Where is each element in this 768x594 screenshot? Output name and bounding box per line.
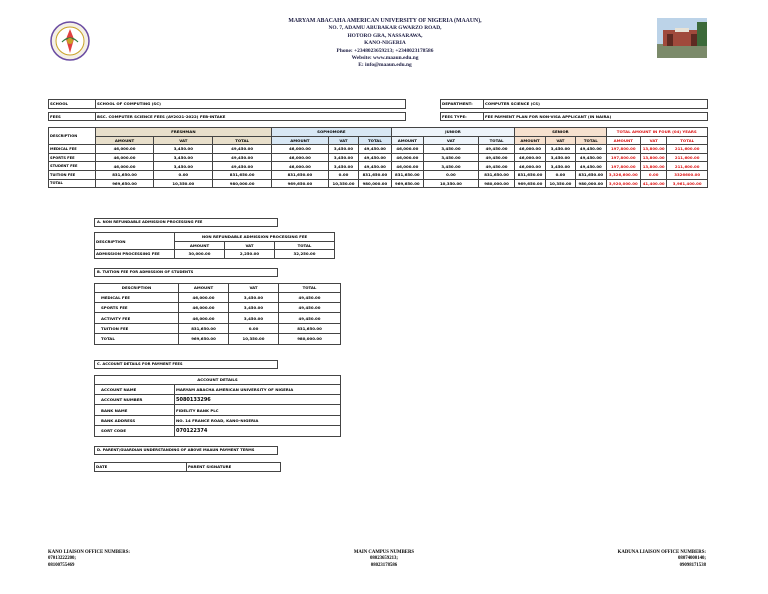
sub-header: TOTAL bbox=[667, 136, 708, 145]
column-header: AMOUNT bbox=[179, 284, 229, 293]
account-label: BANK ADDRESS bbox=[95, 415, 175, 425]
tuition-cell: 49,450.00 bbox=[279, 313, 341, 323]
admission-total: 32,250.00 bbox=[275, 250, 335, 259]
fee-cell: 211,600.00 bbox=[667, 153, 708, 162]
fee-cell: 3,326,600.00 bbox=[606, 170, 640, 179]
main-phone: 08023659213; bbox=[370, 556, 398, 562]
main-phone: 08023178586 bbox=[370, 562, 398, 568]
tuition-row bbox=[95, 292, 341, 302]
fee-cell: 197,800.00 bbox=[606, 145, 640, 154]
description-header: DESCRIPTION bbox=[49, 128, 96, 145]
header-line: HOTORO GRA, NASSARAWA, bbox=[347, 32, 423, 39]
kaduna-title: KADUNA LIAISON OFFICE NUMBERS: bbox=[617, 550, 706, 555]
fee-cell: 46,000.00 bbox=[272, 162, 329, 171]
fee-cell: 49,450.00 bbox=[478, 153, 515, 162]
tuition-cell: 831,650.00 bbox=[279, 323, 341, 333]
fees-label: FEES bbox=[49, 112, 96, 121]
tuition-row bbox=[95, 313, 341, 323]
fee-cell: 197,800.00 bbox=[606, 153, 640, 162]
fee-cell: 3,450.00 bbox=[328, 145, 358, 154]
fee-row bbox=[49, 145, 708, 154]
sub-header: AMOUNT bbox=[95, 136, 154, 145]
tuition-cell: 3,450.00 bbox=[229, 313, 279, 323]
tuition-cell: 10,350.00 bbox=[229, 334, 279, 344]
fee-cell: 831,650.00 bbox=[272, 170, 329, 179]
fee-cell: 980,000.00 bbox=[359, 179, 391, 188]
account-row bbox=[95, 426, 341, 436]
fee-row-label: TUITION FEE bbox=[49, 170, 96, 179]
column-header: DESCRIPTION bbox=[95, 284, 179, 293]
fee-cell: 0.00 bbox=[641, 170, 667, 179]
tuition-row bbox=[95, 334, 341, 344]
fee-cell: 969,650.00 bbox=[95, 179, 154, 188]
sub-header: AMOUNT bbox=[272, 136, 329, 145]
fee-cell: 969,650.00 bbox=[515, 179, 545, 188]
sub-header: VAT bbox=[424, 136, 479, 145]
section-c-title: C. ACCOUNT DETAILS FOR PAYMENT FEES bbox=[94, 360, 278, 369]
fee-cell: 980,000.00 bbox=[576, 179, 606, 188]
fee-cell: 3,450.00 bbox=[545, 162, 575, 171]
fee-cell: 46,000.00 bbox=[391, 153, 423, 162]
account-row bbox=[95, 415, 341, 425]
account-value: FIDELITY BANK PLC bbox=[175, 405, 341, 415]
tuition-cell: 49,450.00 bbox=[279, 292, 341, 302]
account-value: 5080133296 bbox=[175, 394, 341, 404]
sub-header: VAT bbox=[641, 136, 667, 145]
fee-cell: 831,650.00 bbox=[213, 170, 272, 179]
fee-cell: 49,450.00 bbox=[478, 162, 515, 171]
fee-cell: 969,650.00 bbox=[391, 179, 423, 188]
fee-row bbox=[49, 153, 708, 162]
fee-cell: 13,800.00 bbox=[641, 162, 667, 171]
fees-type-value: FEE PAYMENT PLAN FOR NON-VISA APPLICANT (IN NAIRA) bbox=[484, 112, 708, 121]
fee-cell: 10,350.00 bbox=[328, 179, 358, 188]
tuition-cell: 46,000.00 bbox=[179, 292, 229, 302]
tuition-row-label: TUITION FEE bbox=[95, 323, 179, 333]
fee-cell: 211,600.00 bbox=[667, 145, 708, 154]
admission-fee-table bbox=[94, 232, 335, 259]
fee-row bbox=[49, 170, 708, 179]
sub-header: TOTAL bbox=[478, 136, 515, 145]
fee-cell: 46,000.00 bbox=[515, 145, 545, 154]
fee-cell: 46,000.00 bbox=[272, 145, 329, 154]
tuition-cell: 3,450.00 bbox=[229, 302, 279, 312]
header-line: MARYAM ABACAHA AMERICAN UNIVERSITY OF NIGERIA (MAAUN), bbox=[288, 18, 482, 24]
fee-cell: 3,450.00 bbox=[424, 162, 479, 171]
campus-photo bbox=[657, 18, 707, 58]
tuition-row-label: SPORTS FEE bbox=[95, 302, 179, 312]
account-row bbox=[95, 394, 341, 404]
fee-cell: 211,600.00 bbox=[667, 162, 708, 171]
column-header: TOTAL bbox=[275, 241, 335, 250]
header-line: KANO-NIGERIA bbox=[364, 40, 406, 47]
level-header-senior: SENIOR bbox=[515, 128, 606, 137]
fees-type-label: FEES TYPE: bbox=[441, 112, 484, 121]
sub-header: VAT bbox=[545, 136, 575, 145]
kano-phone: 07013222200; bbox=[48, 556, 76, 562]
account-row bbox=[95, 405, 341, 415]
fee-cell: 46,000.00 bbox=[391, 145, 423, 154]
fee-cell: 10,350.00 bbox=[154, 179, 213, 188]
fee-cell: 3,450.00 bbox=[424, 153, 479, 162]
fee-cell: 980,000.00 bbox=[213, 179, 272, 188]
kano-phone: 08100755469 bbox=[48, 562, 75, 568]
university-logo bbox=[50, 20, 90, 62]
fee-cell: 46,000.00 bbox=[272, 153, 329, 162]
fee-row bbox=[49, 179, 708, 188]
main-title: MAIN CAMPUS NUMBERS bbox=[353, 550, 415, 555]
account-label: BANK NAME bbox=[95, 405, 175, 415]
fee-cell: 3,450.00 bbox=[328, 162, 358, 171]
tuition-row bbox=[95, 302, 341, 312]
admission-vat: 2,250.00 bbox=[225, 250, 275, 259]
footer-kano bbox=[48, 550, 130, 569]
fee-cell: 0.00 bbox=[545, 170, 575, 179]
admission-row-label: ADMISSION PROCESSING FEE bbox=[95, 250, 175, 259]
fee-cell: 46,000.00 bbox=[391, 162, 423, 171]
fee-cell: 49,450.00 bbox=[576, 162, 606, 171]
fee-row bbox=[49, 162, 708, 171]
tuition-table bbox=[94, 283, 341, 345]
tuition-cell: 46,000.00 bbox=[179, 313, 229, 323]
parent-signature-label: PARENT SIGNATURE bbox=[187, 463, 281, 472]
fee-cell: 49,450.00 bbox=[359, 153, 391, 162]
sub-header: AMOUNT bbox=[515, 136, 545, 145]
sub-header: VAT bbox=[328, 136, 358, 145]
fee-cell: 13,800.00 bbox=[641, 145, 667, 154]
fee-cell: 0.00 bbox=[154, 170, 213, 179]
header-line: Website: www.maaun.edu.ng bbox=[351, 55, 419, 62]
account-row bbox=[95, 384, 341, 394]
tuition-cell: 49,450.00 bbox=[279, 302, 341, 312]
fee-cell: 831,650.00 bbox=[359, 170, 391, 179]
fee-row-label: MEDICAL FEE bbox=[49, 145, 96, 154]
account-details-table bbox=[94, 375, 341, 437]
header-line: NO. 7, ADAMU ABUBAKAR GWARZO ROAD, bbox=[328, 25, 442, 32]
header-line: Phone: +2348023659213; +2348023178586 bbox=[336, 47, 434, 54]
fee-cell: 831,650.00 bbox=[515, 170, 545, 179]
fee-cell: 197,800.00 bbox=[606, 162, 640, 171]
info-table-left bbox=[48, 99, 406, 121]
fee-cell: 831,650.00 bbox=[576, 170, 606, 179]
department-value: COMPUTER SCIENCE (CS) bbox=[484, 100, 708, 109]
fee-cell: 49,450.00 bbox=[478, 145, 515, 154]
fee-row-label: TOTAL bbox=[49, 179, 96, 188]
column-header: VAT bbox=[229, 284, 279, 293]
fee-cell: 3,450.00 bbox=[154, 153, 213, 162]
tuition-cell: 980,000.00 bbox=[279, 334, 341, 344]
sub-header: TOTAL bbox=[213, 136, 272, 145]
sub-header: TOTAL bbox=[359, 136, 391, 145]
footer-kaduna bbox=[600, 550, 706, 569]
description-header: DESCRIPTION bbox=[95, 233, 175, 250]
account-label: ACCOUNT NAME bbox=[95, 384, 175, 394]
fee-cell: 3,450.00 bbox=[154, 145, 213, 154]
column-header: AMOUNT bbox=[175, 241, 225, 250]
section-b-title: B. TUITION FEE FOR ADMISSION OF STUDENTS bbox=[94, 268, 278, 277]
level-header-junior: JUNIOR bbox=[391, 128, 515, 137]
school-label: SCHOOL bbox=[49, 100, 96, 109]
account-value: NO. 14 FRANCE ROAD, KANO-NIGERIA bbox=[175, 415, 341, 425]
level-header-freshman: FRESHMAN bbox=[95, 128, 271, 137]
account-value: 070122374 bbox=[175, 426, 341, 436]
fee-cell: 49,450.00 bbox=[576, 145, 606, 154]
footer-main-campus bbox=[330, 550, 438, 569]
tuition-row bbox=[95, 323, 341, 333]
fee-cell: 49,450.00 bbox=[213, 153, 272, 162]
tuition-cell: 46,000.00 bbox=[179, 302, 229, 312]
info-table-right bbox=[440, 99, 708, 121]
fee-cell: 0.00 bbox=[424, 170, 479, 179]
tuition-row-label: MEDICAL FEE bbox=[95, 292, 179, 302]
fee-cell: 46,000.00 bbox=[95, 145, 154, 154]
account-value: MARYAM ABACHA AMERICAN UNIVERSITY OF NIGERIA bbox=[175, 384, 341, 394]
fee-cell: 3,961,400.00 bbox=[667, 179, 708, 188]
section-d-title: D. PARENT/GUARDIAN UNDERSTANDING OF ABOVE MAAUN PAYMENT TERMS bbox=[94, 446, 278, 455]
admission-group-header: NON REFUNDABLE ADMISSION PROCESSING FEE bbox=[175, 233, 335, 242]
school-value: SCHOOL OF COMPUTING (SC) bbox=[96, 100, 406, 109]
sub-header: VAT bbox=[154, 136, 213, 145]
fee-cell: 10,350.00 bbox=[424, 179, 479, 188]
header-line: E: info@maaun.edu.ng bbox=[358, 62, 412, 69]
tuition-row-label: ACTIVITY FEE bbox=[95, 313, 179, 323]
sub-header: AMOUNT bbox=[606, 136, 640, 145]
fee-cell: 13,800.00 bbox=[641, 153, 667, 162]
kaduna-phone: 09098171538 bbox=[679, 562, 706, 568]
signature-table bbox=[94, 462, 281, 472]
sub-header: AMOUNT bbox=[391, 136, 423, 145]
fee-cell: 49,450.00 bbox=[213, 145, 272, 154]
tuition-cell: 3,450.00 bbox=[229, 292, 279, 302]
fee-cell: 980,000.00 bbox=[478, 179, 515, 188]
fee-cell: 49,450.00 bbox=[576, 153, 606, 162]
account-details-header: ACCOUNT DETAILS bbox=[95, 376, 341, 385]
fee-cell: 49,450.00 bbox=[213, 162, 272, 171]
fee-cell: 3326600.00 bbox=[667, 170, 708, 179]
fee-cell: 831,650.00 bbox=[478, 170, 515, 179]
fee-cell: 46,000.00 bbox=[515, 153, 545, 162]
fee-cell: 41,400.00 bbox=[641, 179, 667, 188]
fee-cell: 46,000.00 bbox=[515, 162, 545, 171]
fee-cell: 10,350.00 bbox=[545, 179, 575, 188]
date-label: DATE bbox=[95, 463, 187, 472]
column-header: TOTAL bbox=[279, 284, 341, 293]
fee-cell: 969,650.00 bbox=[272, 179, 329, 188]
account-label: SORT CODE bbox=[95, 426, 175, 436]
section-a-title: A. NON REFUNDABLE ADMISSION PROCESSING FEE bbox=[94, 218, 278, 227]
kano-title: KANO LIAISON OFFICE NUMBERS: bbox=[48, 550, 130, 555]
fee-cell: 3,450.00 bbox=[328, 153, 358, 162]
tuition-cell: 969,650.00 bbox=[179, 334, 229, 344]
fee-row-label: STUDENT FEE bbox=[49, 162, 96, 171]
fee-cell: 3,450.00 bbox=[545, 153, 575, 162]
fee-cell: 46,000.00 bbox=[95, 153, 154, 162]
fee-cell: 831,650.00 bbox=[95, 170, 154, 179]
admission-amount: 30,000.00 bbox=[175, 250, 225, 259]
tuition-cell: 0.00 bbox=[229, 323, 279, 333]
fees-value: BSC. COMPUTER SCIENCE FEES (AY2021-2022) FEB-INTAKE bbox=[96, 112, 406, 121]
fee-cell: 0.00 bbox=[328, 170, 358, 179]
fee-cell: 49,450.00 bbox=[359, 145, 391, 154]
column-header: VAT bbox=[225, 241, 275, 250]
fee-cell: 49,450.00 bbox=[359, 162, 391, 171]
fee-cell: 46,000.00 bbox=[95, 162, 154, 171]
sub-header: TOTAL bbox=[576, 136, 606, 145]
fee-cell: 831,650.00 bbox=[391, 170, 423, 179]
fee-cell: 3,450.00 bbox=[545, 145, 575, 154]
fee-cell: 3,450.00 bbox=[424, 145, 479, 154]
fee-row-label: SPORTS FEE bbox=[49, 153, 96, 162]
fee-cell: 3,450.00 bbox=[154, 162, 213, 171]
fee-cell: 3,920,000.00 bbox=[606, 179, 640, 188]
level-header-sophomore: SOPHOMORE bbox=[272, 128, 392, 137]
department-label: DEPARTMENT: bbox=[441, 100, 484, 109]
account-label: ACCOUNT NUMBER bbox=[95, 394, 175, 404]
tuition-cell: 831,650.00 bbox=[179, 323, 229, 333]
university-header bbox=[230, 18, 540, 70]
kaduna-phone: 08074000140; bbox=[678, 556, 706, 562]
fee-table bbox=[48, 127, 708, 188]
tuition-row-label: TOTAL bbox=[95, 334, 179, 344]
level-header-total: TOTAL AMOUNT IN FOUR (04) YEARS bbox=[606, 128, 707, 137]
